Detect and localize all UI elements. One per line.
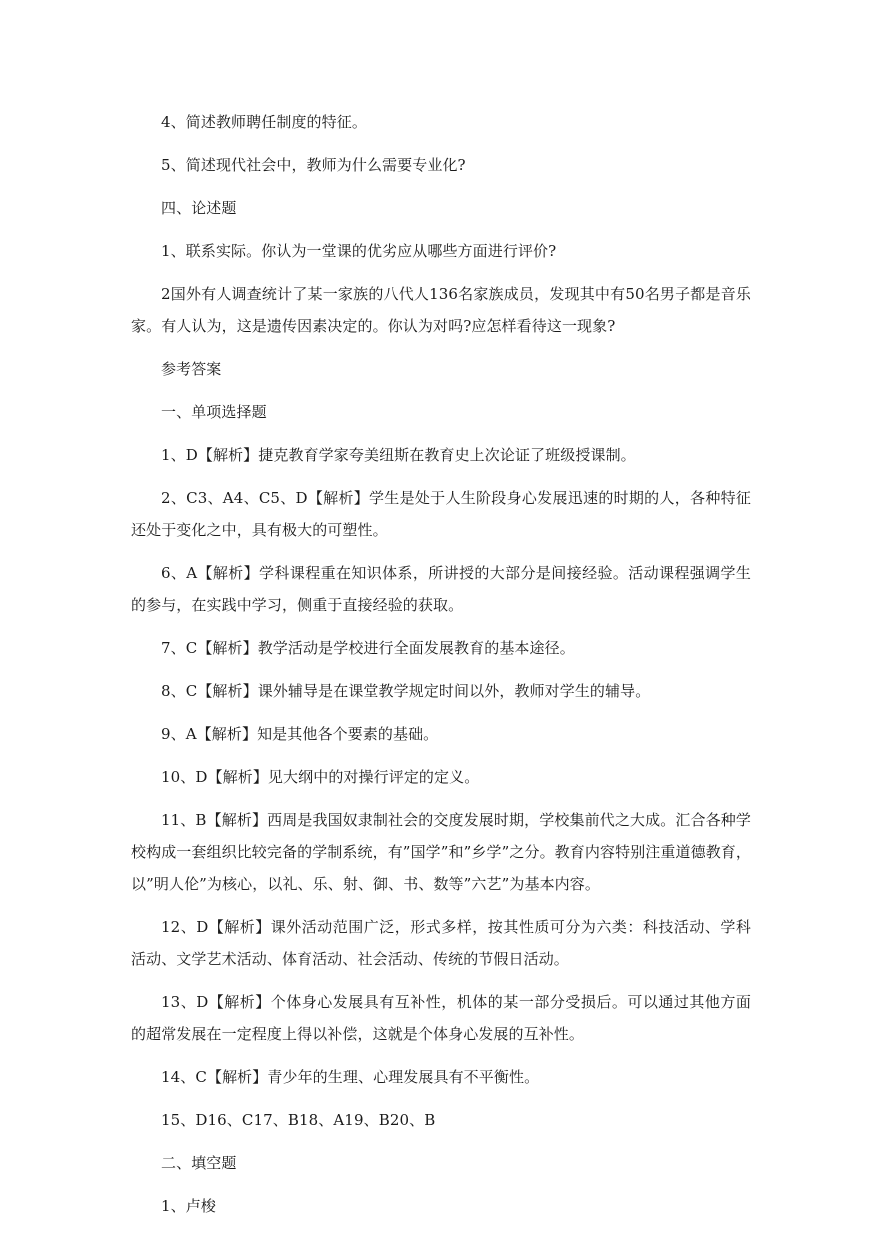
question-item: 2国外有人调查统计了某一家族的八代人136名家族成员，发现其中有50名男子都是音乐家。有人认为，这是遗传因素决定的。你认为对吗?应怎样看待这一现象? bbox=[131, 285, 751, 335]
answer-item: 12、D【解析】课外活动范围广泛，形式多样，按其性质可分为六类：科技活动、学科活动、文学艺术活动、体育活动、社会活动、传统的节假日活动。 bbox=[131, 918, 751, 968]
section-heading: 四、论述题 bbox=[161, 199, 237, 217]
answer-item: 10、D【解析】见大纲中的对操行评定的定义。 bbox=[161, 768, 480, 786]
answer-item: 2、C3、A4、C5、D【解析】学生是处于人生阶段身心发展迅速的时期的人，各种特征还处于变化之中，具有极大的可塑性。 bbox=[131, 489, 751, 539]
answer-item: 7、C【解析】教学活动是学校进行全面发展教育的基本途径。 bbox=[161, 639, 575, 657]
answer-item: 14、C【解析】青少年的生理、心理发展具有不平衡性。 bbox=[161, 1068, 540, 1086]
question-item: 1、联系实际。你认为一堂课的优劣应从哪些方面进行评价? bbox=[161, 242, 557, 260]
answer-item: 11、B【解析】西周是我国奴隶制社会的交度发展时期，学校集前代之大成。汇合各种学校构成一套组织比较完备的学制系统，有”国学”和”乡学”之分。教育内容特别注重道德教育，以”明人伦”为核心，以礼、乐、射、御、书、数等”六艺”为基本内容。 bbox=[131, 811, 751, 893]
question-item: 4、简述教师聘任制度的特征。 bbox=[161, 113, 367, 131]
question-item: 5、简述现代社会中，教师为什么需要专业化? bbox=[161, 156, 466, 174]
section-heading: 参考答案 bbox=[161, 360, 222, 378]
answer-item: 1、D【解析】捷克教育学家夸美纽斯在教育史上次论证了班级授课制。 bbox=[161, 446, 636, 464]
answer-item: 8、C【解析】课外辅导是在课堂教学规定时间以外，教师对学生的辅导。 bbox=[161, 682, 651, 700]
answer-item: 15、D16、C17、B18、A19、B20、B bbox=[161, 1111, 436, 1129]
answer-item: 13、D【解析】个体身心发展具有互补性，机体的某一部分受损后。可以通过其他方面的超常发展在一定程度上得以补偿，这就是个体身心发展的互补性。 bbox=[131, 993, 751, 1043]
answer-item: 1、卢梭 bbox=[161, 1197, 216, 1215]
answer-item: 9、A【解析】知是其他各个要素的基础。 bbox=[161, 725, 439, 743]
section-heading: 一、单项选择题 bbox=[161, 403, 267, 421]
answer-item: 6、A【解析】学科课程重在知识体系，所讲授的大部分是间接经验。活动课程强调学生的参与，在实践中学习，侧重于直接经验的获取。 bbox=[131, 564, 751, 614]
document-body bbox=[131, 106, 751, 1233]
section-heading: 二、填空题 bbox=[161, 1154, 237, 1172]
